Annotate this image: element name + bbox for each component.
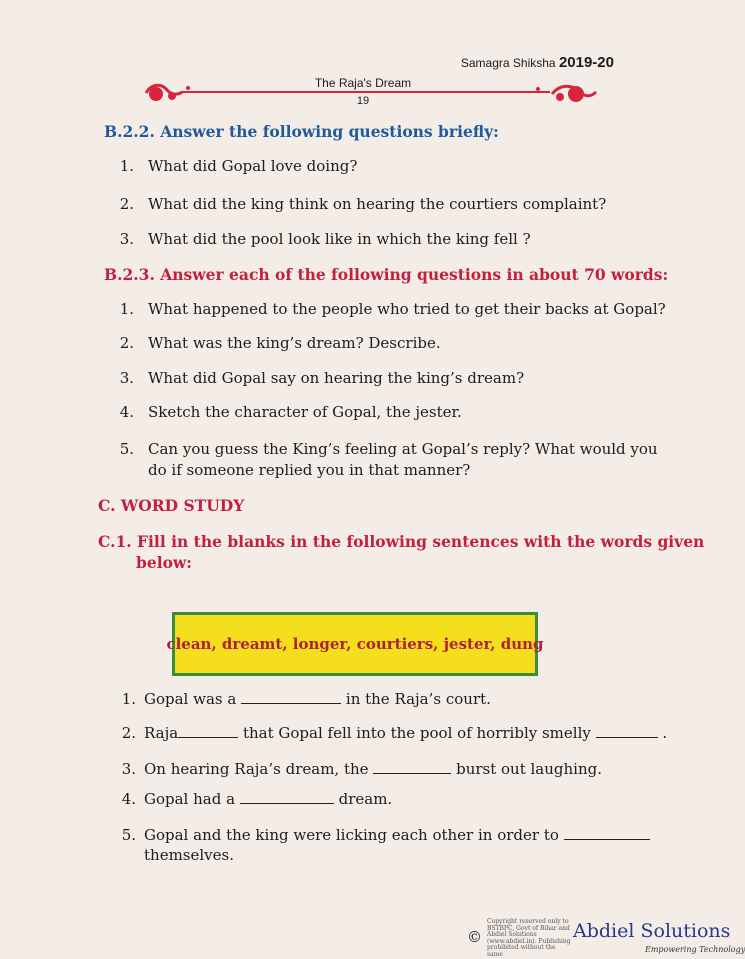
blank[interactable] [373,773,451,774]
section-c1-title: C.1. Fill in the blanks in the following sentences with the words given [98,532,705,551]
header-rule [212,91,512,93]
logo-tagline: Empowering Technology [645,945,745,954]
brand-year: 2019-20 [558,54,614,71]
copyright-notice: Copyright reserved only to BSTBPC, Govt of Bihar and Abdiel Solutions (www.abdiel.in). Publishing prohibited without the same [487,918,571,958]
blank[interactable] [596,737,658,738]
blank[interactable] [564,839,650,840]
brand-name: Samagra Shiksha [460,56,556,70]
blank[interactable] [240,803,334,804]
word-box-text: clean, dreamt, longer, courtiers, jester, dung [166,635,544,653]
blank[interactable] [178,737,238,738]
page-number: 19 [356,95,370,107]
blank[interactable] [241,703,341,704]
abdiel-logo: Abdiel Solutions [573,920,731,942]
brand-header [461,54,614,71]
footer-logo-block [467,918,745,958]
right-floral-ornament-icon [510,80,598,106]
copyright-symbol: © [467,928,482,946]
section-b223-title: B.2.3. Answer each of the following questions in about 70 words: [104,265,669,284]
word-box [166,612,544,676]
word-study-title: C. WORD STUDY [98,496,245,515]
section-b222-title: B.2.2. Answer the following questions briefly: [104,122,499,141]
left-floral-ornament-icon [142,80,216,106]
section-c1-title-line2: below: [136,553,192,572]
chapter-title: The Raja's Dream [314,76,412,90]
